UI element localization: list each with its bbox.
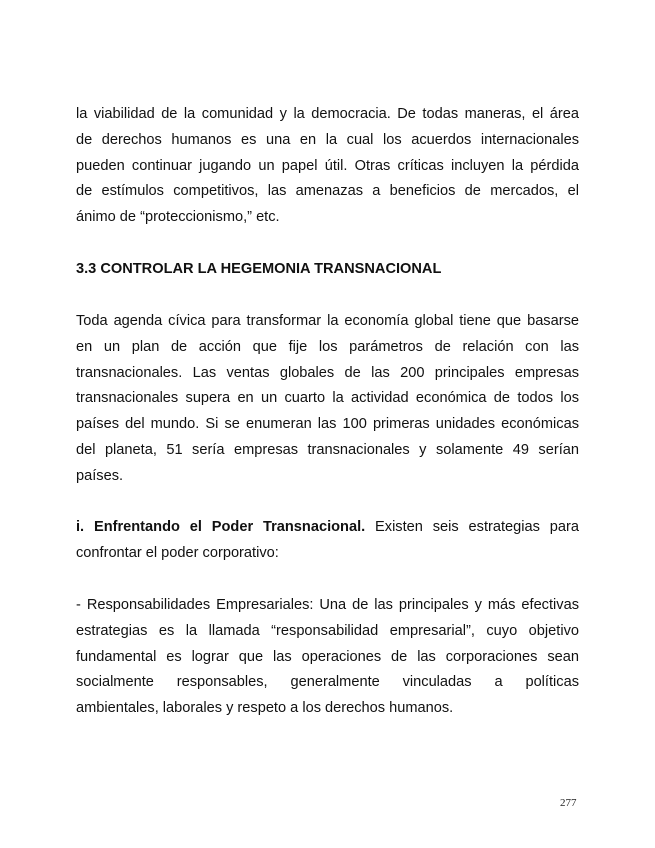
paragraph-line: ambientales, laborales y respeto a los derechos humanos.: [76, 700, 454, 717]
paragraph-enfrentando: [76, 515, 579, 567]
paragraph-line: la viabilidad de la comunidad y la democracia. De todas maneras, el área: [76, 106, 579, 122]
paragraph-viabilidad: [76, 102, 579, 231]
paragraph-line: confrontar el poder corporativo:: [76, 544, 279, 561]
paragraph-line: en un plan de acción que fije los parámetros de relación con las: [76, 338, 579, 355]
paragraph-line: de estímulos competitivos, las amenazas a beneficios de mercados, el: [76, 183, 579, 200]
paragraph-line: pueden continuar jugando un papel útil. Otras críticas incluyen la pérdida: [76, 157, 579, 174]
paragraph-line: socialmente responsables, generalmente vinculadas a políticas: [76, 674, 579, 691]
paragraph-line: [76, 515, 579, 541]
paragraph-line: transnacionales. Las ventas globales de las 200 principales empresas: [76, 364, 579, 381]
paragraph-line: estrategias es la llamada “responsabilidad empresarial”, cuyo objetivo: [76, 622, 579, 639]
paragraph-responsabilidades: [76, 593, 579, 722]
paragraph-line: fundamental es lograr que las operaciones de las corporaciones sean: [76, 648, 579, 665]
paragraph-line: países del mundo. Si se enumeran las 100 primeras unidades económicas: [76, 416, 579, 433]
paragraph-line: Toda agenda cívica para transformar la economía global tiene que basarse: [76, 313, 579, 329]
section-heading: 3.3 CONTROLAR LA HEGEMONIA TRANSNACIONAL: [76, 261, 442, 277]
paragraph-agenda-civica: [76, 309, 579, 490]
paragraph-line: de derechos humanos es una en la cual los acuerdos internacionales: [76, 131, 579, 148]
paragraph-line: - Responsabilidades Empresariales: Una de las principales y más efectivas: [76, 597, 579, 613]
subsection-title: i. Enfrentando el Poder Transnacional.: [76, 519, 366, 535]
paragraph-line: países.: [76, 467, 124, 484]
paragraph-line: transnacionales supera en un cuarto la actividad económica de todos los: [76, 390, 579, 407]
paragraph-line: ánimo de “proteccionismo,” etc.: [76, 209, 280, 226]
paragraph-text: Existen seis estrategias para: [365, 519, 579, 535]
paragraph-line: del planeta, 51 sería empresas transnacionales y solamente 49 serían: [76, 441, 579, 458]
page-number: 277: [560, 797, 577, 809]
